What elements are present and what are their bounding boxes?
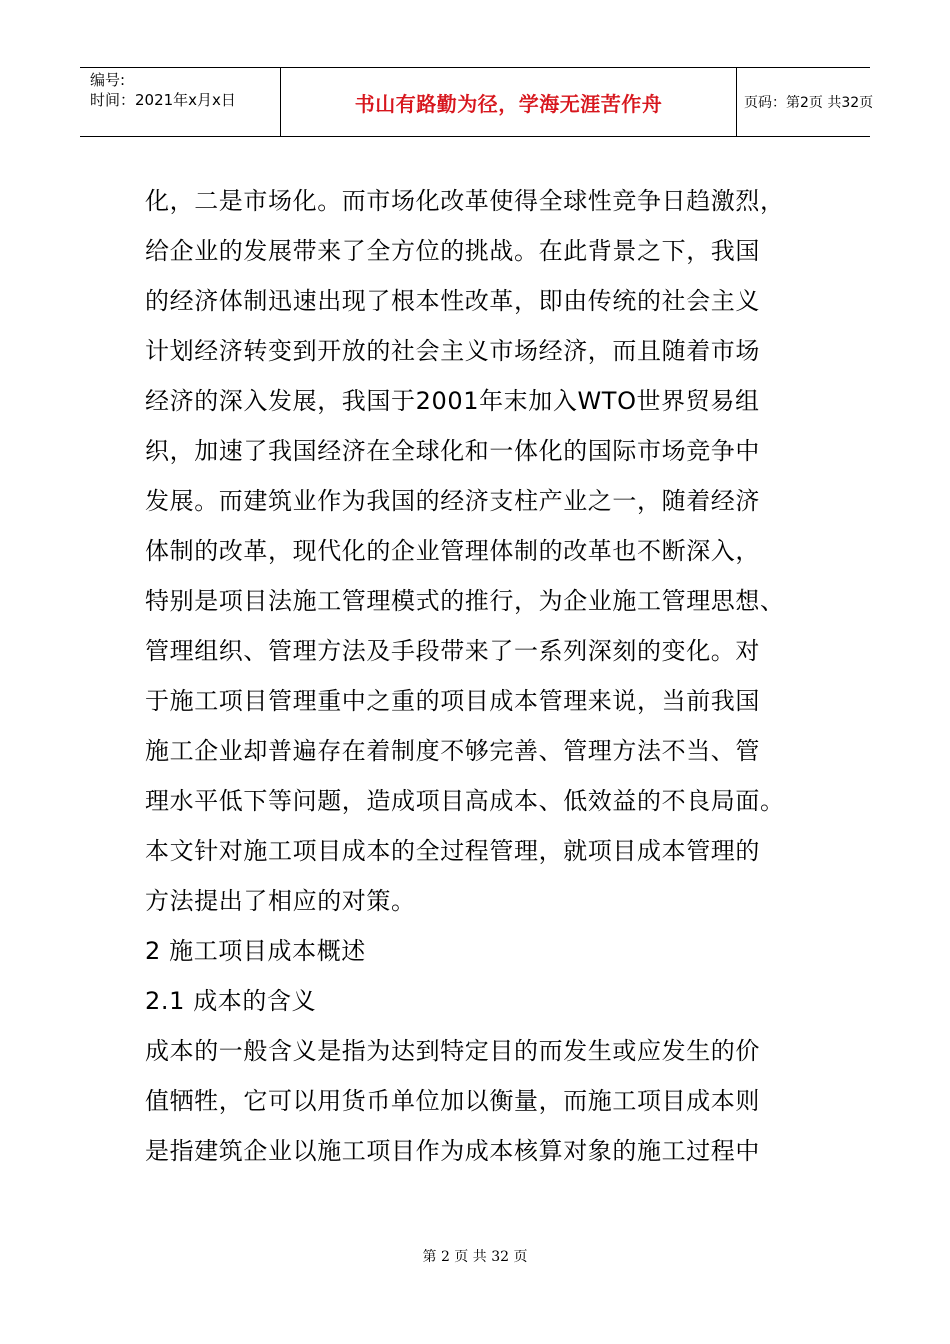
body-line: 特别是项目法施工管理模式的推行，为企业施工管理思想、 (145, 587, 785, 615)
body-line: 是指建筑企业以施工项目作为成本核算对象的施工过程中 (145, 1137, 760, 1165)
body-line: 计划经济转变到开放的社会主义市场经济，而且随着市场 (145, 337, 760, 365)
body-line: 施工企业却普遍存在着制度不够完善、管理方法不当、管 (145, 737, 760, 765)
page-header (80, 67, 874, 137)
body-line: 于施工项目管理重中之重的项目成本管理来说，当前我国 (145, 687, 760, 715)
body-line: 值牺牲，它可以用货币单位加以衡量，而施工项目成本则 (145, 1087, 760, 1115)
body-line: 成本的一般含义是指为达到特定目的而发生或应发生的价 (145, 1037, 760, 1065)
subsection-heading: 2.1 成本的含义 (145, 987, 317, 1015)
body-line: 体制的改革，现代化的企业管理体制的改革也不断深入， (145, 537, 760, 565)
body-line: 本文针对施工项目成本的全过程管理，就项目成本管理的 (145, 837, 760, 865)
body-line: 理水平低下等问题，造成项目高成本、低效益的不良局面。 (145, 787, 785, 815)
document-body (145, 176, 805, 1176)
header-left-cell (80, 68, 280, 136)
page-footer: 第 2 页 共 32 页 (422, 1249, 528, 1265)
body-line: 的经济体制迅速出现了根本性改革，即由传统的社会主义 (145, 287, 760, 315)
motto-text: 书山有路勤为径，学海无涯苦作舟 (354, 91, 663, 116)
body-line: 管理组织、管理方法及手段带来了一系列深刻的变化。对 (145, 637, 760, 665)
body-line: 发展。而建筑业作为我国的经济支柱产业之一，随着经济 (145, 487, 760, 515)
body-line: 经济的深入发展，我国于2001年末加入WTO世界贸易组 (145, 387, 760, 415)
body-line: 给企业的发展带来了全方位的挑战。在此背景之下，我国 (145, 237, 760, 265)
page-code: 页码：第2页 共32页 (744, 95, 874, 111)
body-line: 化，二是市场化。而市场化改革使得全球性竞争日趋激烈， (145, 187, 785, 215)
time-label: 时间：2021年x月x日 (90, 91, 236, 109)
header-page-cell (736, 68, 874, 136)
section-heading: 2 施工项目成本概述 (145, 937, 366, 965)
header-motto-cell (280, 68, 737, 136)
number-label: 编号: (90, 71, 126, 89)
body-line: 织，加速了我国经济在全球化和一体化的国际市场竞争中 (145, 437, 760, 465)
body-line: 方法提出了相应的对策。 (145, 887, 416, 915)
